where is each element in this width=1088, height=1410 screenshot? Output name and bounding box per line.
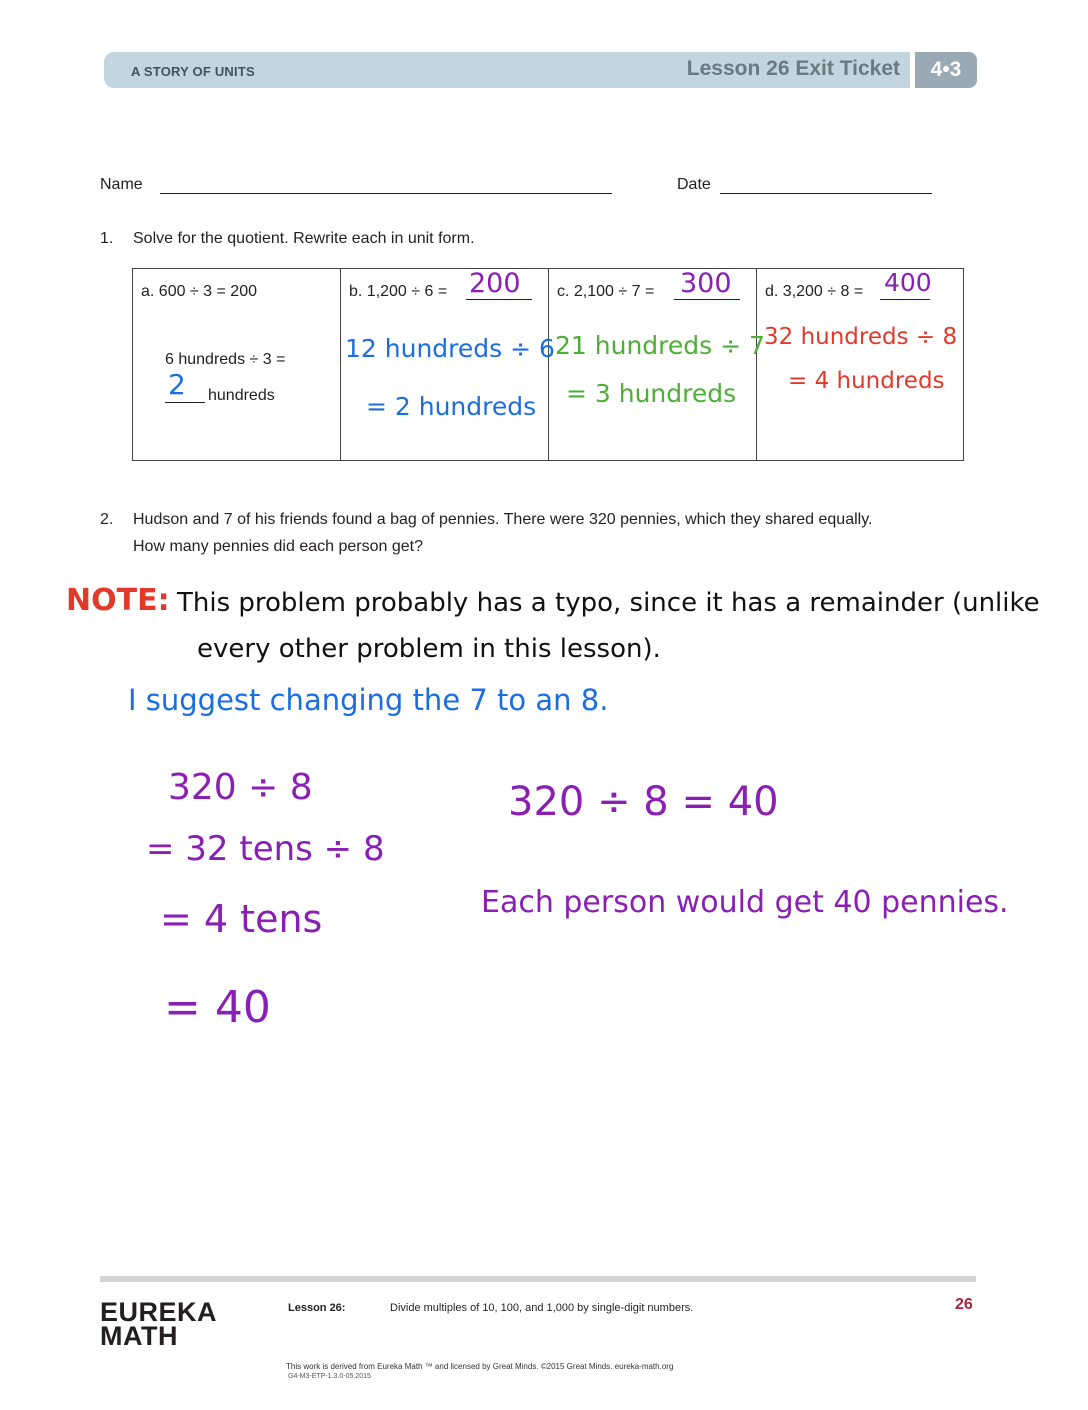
answer-c: 300	[680, 268, 732, 299]
note-line1: This problem probably has a typo, since it has a remainder (unlike	[177, 588, 1040, 618]
footer-description: Divide multiples of 10, 100, and 1,000 by single-digit numbers.	[390, 1302, 694, 1314]
logo-line-2: MATH	[100, 1321, 178, 1351]
answer-a: 2	[168, 368, 186, 401]
answer-blank-b	[466, 299, 532, 300]
footer-lesson: Lesson 26:	[288, 1302, 346, 1314]
eureka-math-logo	[100, 1297, 218, 1351]
work-c-line2: = 3 hundreds	[566, 379, 737, 408]
name-field[interactable]	[160, 193, 612, 194]
document-code: G4-M3-ETP-1.3.0-05.2015	[288, 1373, 371, 1380]
table-divider	[340, 268, 341, 461]
solution-equation: 320 ÷ 8 = 40	[508, 779, 779, 825]
page-number: 26	[955, 1296, 973, 1313]
solution-step-2: = 32 tens ÷ 8	[146, 829, 385, 869]
equation-b: b. 1,200 ÷ 6 =	[349, 283, 448, 300]
work-c-line1: 21 hundreds ÷ 7	[555, 331, 765, 360]
note-label: NOTE:	[66, 583, 170, 618]
solution-step-1: 320 ÷ 8	[168, 767, 313, 808]
answer-sentence: Each person would get 40 pennies.	[481, 885, 1009, 920]
license-text: This work is derived from Eureka Math ™ and licensed by Great Minds. ©2015 Great Minds. eureka-math.org	[286, 1362, 674, 1371]
problem2-prompt-line1: Hudson and 7 of his friends found a bag of pennies. There were 320 pennies, which they shared equally.	[133, 511, 873, 528]
date-label: Date	[677, 176, 711, 193]
problem1-prompt: Solve for the quotient. Rewrite each in unit form.	[133, 230, 475, 247]
problem2-number: 2.	[100, 511, 114, 528]
answer-b: 200	[469, 268, 521, 299]
grade-badge: 4•3	[915, 52, 977, 88]
equation-a: a. 600 ÷ 3 = 200	[141, 283, 257, 300]
problem2-prompt-line2: How many pennies did each person get?	[133, 538, 423, 555]
series-title: A STORY OF UNITS	[131, 64, 255, 79]
work-d-line1: 32 hundreds ÷ 8	[764, 324, 958, 350]
table-divider	[548, 268, 549, 461]
solution-step-4: = 40	[164, 982, 271, 1033]
suggestion: I suggest changing the 7 to an 8.	[128, 683, 609, 717]
unit-form-a-line1: 6 hundreds ÷ 3 =	[165, 351, 286, 368]
equation-d: d. 3,200 ÷ 8 =	[765, 283, 864, 300]
work-b-line2: = 2 hundreds	[366, 392, 537, 421]
work-b-line1: 12 hundreds ÷ 6	[345, 334, 555, 363]
name-label: Name	[100, 176, 143, 193]
lesson-title: Lesson 26 Exit Ticket	[686, 57, 900, 80]
answer-blank-c	[674, 299, 740, 300]
logo-line-1: EUREKA	[100, 1297, 218, 1327]
solution-step-3: = 4 tens	[160, 897, 323, 941]
answer-blank-a	[165, 402, 205, 403]
work-d-line2: = 4 hundreds	[788, 368, 945, 394]
answer-d: 400	[884, 268, 932, 297]
date-field[interactable]	[720, 193, 932, 194]
equation-c: c. 2,100 ÷ 7 =	[557, 283, 655, 300]
unit-form-a-line2: hundreds	[208, 387, 275, 404]
problem1-number: 1.	[100, 230, 114, 247]
footer-rule	[100, 1276, 976, 1282]
table-divider	[756, 268, 757, 461]
answer-blank-d	[880, 299, 930, 300]
note-line2: every other problem in this lesson).	[197, 634, 661, 664]
